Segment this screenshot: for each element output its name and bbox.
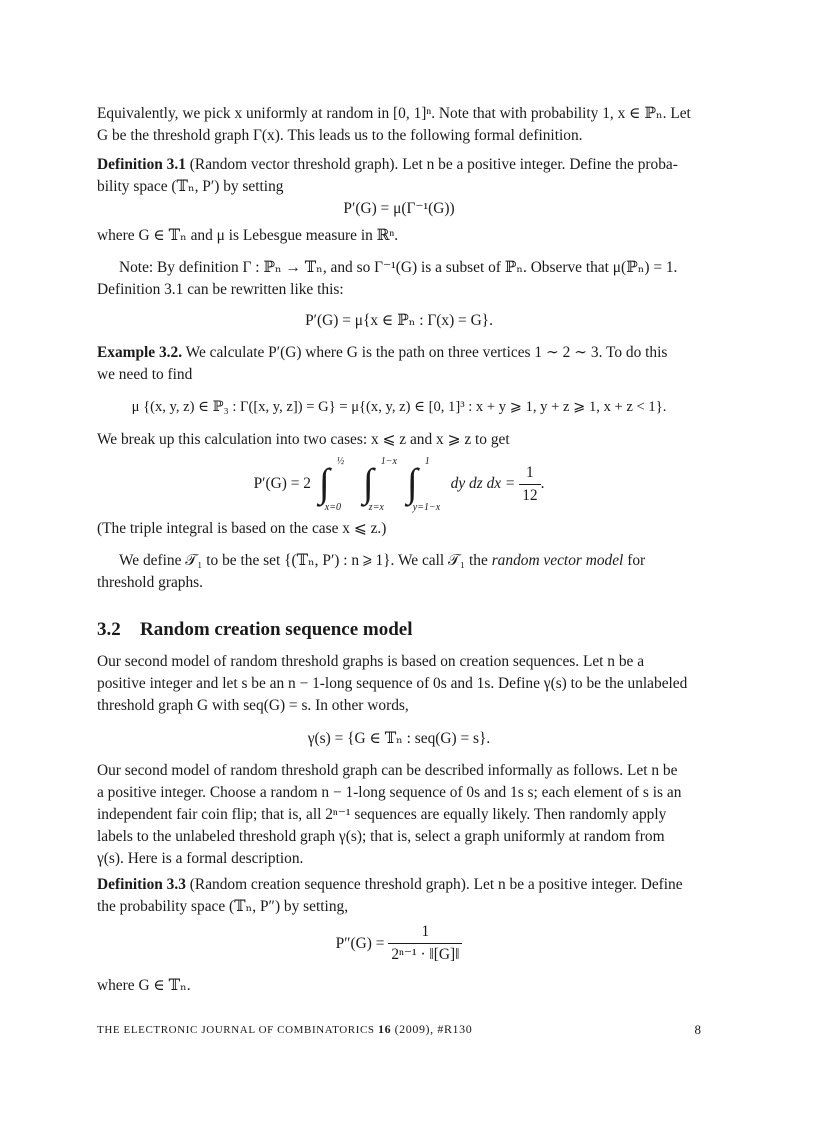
section-number: 3.2 [97,619,121,640]
equation-period: . [540,475,545,492]
integral-sign: ∫ [318,460,330,505]
integral-sign: ∫ [406,460,418,505]
equation-lhs: P′(G) = 2 [253,475,311,492]
integral-lower: x=0 [324,502,341,513]
fraction-denominator: 12 [522,486,538,504]
equation-text: P′(G) = μ(Γ⁻¹(G)) [343,200,455,217]
text-line: We calculate P′(G) where G is the path on three vertices 1 ∼ 2 ∼ 3. To do this [185,344,668,361]
text-line: Our second model of random threshold graphs is based on creation sequences. Let n be a [97,653,645,670]
text-line: bility space (𝕋ₙ, P′) by setting [97,178,284,195]
page-footer [97,1022,701,1037]
text-line: Definition 3.1 can be rewritten like this: [97,281,344,298]
section-title: Random creation sequence model [140,619,413,640]
equation-6 [97,922,701,965]
text-line: γ(s). Here is a formal description. [97,850,304,867]
example-label: Example 3.2. [97,344,183,361]
integral-upper: 1 [424,456,430,467]
text-line: the probability space (𝕋ₙ, P″) by setting, [97,898,349,915]
section-heading [97,619,701,641]
example-3-2 [97,342,701,386]
paragraph-informal [97,760,701,870]
text-line: positive integer and let s be an n − 1-long sequence of 0s and 1s. Define γ(s) to be the unlabeled [97,675,688,692]
equation-text: μ {(x, y, z) ∈ ℙ₃ : Γ([x, y, z]) = G} = μ{(x, y, z) ∈ [0, 1]³ : x + y ⩾ 1, y + z ⩾ 1, x + z < 1}. [131,399,667,415]
emphasis-term: random vector model [491,552,624,569]
integrand-differentials: dy dz dx = [450,475,516,492]
fraction-probability [388,922,462,965]
paragraph-note [97,257,701,301]
definition-name: (Random creation sequence threshold graph). [189,876,470,893]
paragraph-section-intro [97,651,701,717]
equation-1 [97,198,701,220]
text-line: Note: By definition Γ : ℙₙ → 𝕋ₙ, and so Γ⁻¹(G) is a subset of ℙₙ. Observe that μ(ℙₙ) = 1. [119,259,678,276]
text-line: a positive integer. Choose a random n − 1-long sequence of 0s and 1s s; each element of s is an [97,784,682,801]
text-line: We define 𝒯₁ to be the set {(𝕋ₙ, P′) : n ⩾ 1}. We call 𝒯₁ the [119,552,488,569]
equation-2 [97,310,701,332]
text-line: Equivalently, we pick x uniformly at random in [0, 1]ⁿ. Note that with probability 1, x ∈ ℙₙ. Let [97,105,691,122]
definition-3-3 [97,874,701,918]
integral-upper: 1−x [380,456,397,467]
equation-text: γ(s) = {G ∈ 𝕋ₙ : seq(G) = s}. [307,730,491,747]
text-line: independent fair coin flip; that is, all 2ⁿ⁻¹ sequences are equally likely. Then randomly apply [97,806,667,823]
text-line: labels to the unlabeled threshold graph γ(s); that is, select a graph uniformly at random from [97,828,665,845]
text-line: Let n be a positive integer. Define [473,876,683,893]
integral-sign: ∫ [362,460,374,505]
paragraph-breakup [97,429,701,451]
text-line: G be the threshold graph Γ(x). This leads us to the following formal definition. [97,127,583,144]
text-line: for [627,552,646,569]
page-number: 8 [694,1022,701,1037]
paragraph-define [97,550,701,594]
journal-volume: 16 [378,1022,392,1036]
integral-lower: y=1−x [412,502,441,513]
text-line: where G ∈ 𝕋ₙ. [97,977,191,994]
equation-lhs: P″(G) = [335,934,385,952]
journal-name: THE ELECTRONIC JOURNAL OF COMBINATORICS [97,1024,375,1036]
text-line: threshold graph G with seq(G) = s. In other words, [97,697,409,714]
definition-label: Definition 3.1 [97,156,186,173]
equation-3 [97,396,701,418]
text-line: Our second model of random threshold graph can be described informally as follows. Let n be [97,762,678,779]
text-line: threshold graphs. [97,574,204,591]
integral-lower: z=x [368,502,384,513]
definition-3-3-where [97,975,701,997]
text-line: where G ∈ 𝕋ₙ and μ is Lebesgue measure in ℝⁿ. [97,227,399,244]
integral-1 [315,456,359,513]
definition-name: (Random vector threshold graph). [189,156,399,173]
equation-4 [97,458,701,518]
definition-label: Definition 3.3 [97,876,186,893]
text-line: we need to find [97,366,193,383]
fraction-denominator: 2ⁿ⁻¹ · ‖[G]‖ [391,946,460,963]
integral-3 [403,456,447,513]
paragraph-intro [97,103,701,147]
integral-2 [359,456,403,513]
text-line: (The triple integral is based on the case x ⩽ z.) [97,520,387,537]
fraction-numerator: 1 [519,463,540,485]
text-line: We break up this calculation into two cases: x ⩽ z and x ⩾ z to get [97,431,510,448]
equation-5 [97,728,701,750]
fraction-result [519,463,540,506]
fraction-numerator: 1 [388,922,462,944]
paragraph-triple [97,518,701,540]
equation-text: P′(G) = μ{x ∈ ℙₙ : Γ(x) = G}. [305,312,493,329]
journal-year-id: (2009), #R130 [394,1022,473,1036]
integral-upper: ½ [336,456,345,467]
definition-where [97,225,701,247]
text-line: Let n be a positive integer. Define the proba- [402,156,678,173]
definition-3-1 [97,154,701,198]
